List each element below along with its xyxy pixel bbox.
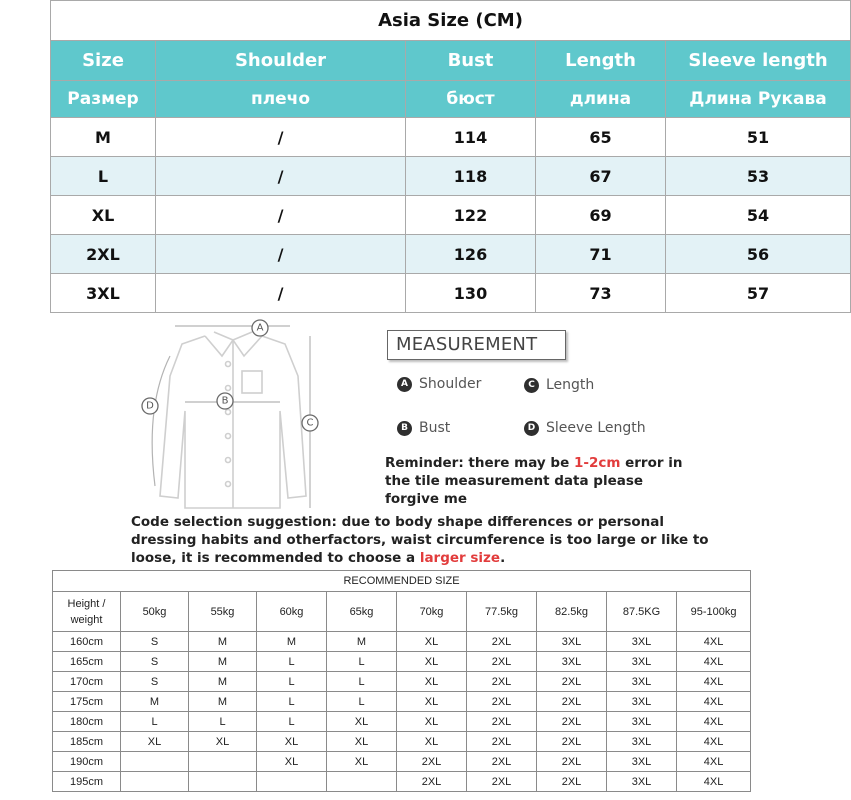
shirt-pocket	[242, 371, 262, 393]
size-table-title: Asia Size (CM)	[51, 1, 851, 41]
recommended-size-cell: L	[121, 712, 189, 732]
size-table-header-ru	[51, 81, 851, 118]
bust-cell: 114	[406, 118, 536, 157]
recommended-title: RECOMMENDED SIZE	[53, 571, 751, 592]
recommended-size-cell: 2XL	[537, 692, 607, 712]
recommended-size-cell: 2XL	[397, 772, 467, 792]
recommended-size-cell: 2XL	[537, 772, 607, 792]
recommended-row	[53, 692, 751, 712]
size-row-3xl	[51, 274, 851, 313]
svg-text:D: D	[146, 400, 154, 412]
recommended-body	[53, 632, 751, 792]
dimension-d-line	[152, 356, 170, 486]
header-length-ru: длина	[536, 81, 666, 118]
height-weight-corner: Height / weight	[53, 592, 121, 632]
recommended-size-cell: 2XL	[467, 652, 537, 672]
header-size-ru: Размер	[51, 81, 156, 118]
recommended-row	[53, 712, 751, 732]
shoulder-cell: /	[156, 235, 406, 274]
recommended-size-cell: L	[257, 672, 327, 692]
recommended-row	[53, 652, 751, 672]
sleeve-cell: 57	[666, 274, 851, 313]
recommended-size-cell: XL	[257, 752, 327, 772]
recommended-size-cell: M	[189, 652, 257, 672]
height-cell: 185cm	[53, 732, 121, 752]
recommended-size-cell: 4XL	[677, 732, 751, 752]
recommended-size-cell: XL	[397, 732, 467, 752]
recommended-size-cell: M	[189, 632, 257, 652]
marker-c-icon	[302, 415, 318, 431]
weight-header: 65kg	[327, 592, 397, 632]
recommended-size-cell: L	[257, 712, 327, 732]
recommended-size-cell: 3XL	[607, 692, 677, 712]
recommended-size-cell: 2XL	[467, 692, 537, 712]
measurement-title: MEASUREMENT	[387, 330, 566, 360]
length-cell: 67	[536, 157, 666, 196]
legend-shoulder	[397, 376, 481, 392]
size-cell: L	[51, 157, 156, 196]
recommended-size-cell: 4XL	[677, 692, 751, 712]
recommended-size-cell: L	[327, 672, 397, 692]
recommended-size-cell: 2XL	[467, 772, 537, 792]
marker-a-icon	[252, 320, 268, 336]
recommended-size-cell: 4XL	[677, 672, 751, 692]
sleeve-cell: 56	[666, 235, 851, 274]
length-cell: 71	[536, 235, 666, 274]
legend-c-icon: C	[524, 378, 539, 393]
recommended-size-cell: 2XL	[467, 672, 537, 692]
recommended-size-cell: 3XL	[537, 652, 607, 672]
recommended-size-cell: L	[327, 652, 397, 672]
recommended-size-cell: 4XL	[677, 772, 751, 792]
height-cell: 170cm	[53, 672, 121, 692]
recommended-size-cell: 3XL	[607, 652, 677, 672]
recommended-size-cell: XL	[397, 632, 467, 652]
size-cell: M	[51, 118, 156, 157]
height-cell: 175cm	[53, 692, 121, 712]
recommended-size-cell: 3XL	[607, 672, 677, 692]
weight-header: 77.5kg	[467, 592, 537, 632]
weight-header: 55kg	[189, 592, 257, 632]
shoulder-cell: /	[156, 118, 406, 157]
recommended-size-cell: 4XL	[677, 632, 751, 652]
recommended-size-cell: XL	[397, 712, 467, 732]
recommended-row	[53, 772, 751, 792]
recommended-size-cell: 2XL	[537, 732, 607, 752]
recommended-size-cell	[121, 772, 189, 792]
recommended-size-cell: XL	[397, 652, 467, 672]
recommended-size-cell: 2XL	[467, 752, 537, 772]
bust-cell: 126	[406, 235, 536, 274]
shoulder-cell: /	[156, 196, 406, 235]
recommended-size-cell: XL	[397, 692, 467, 712]
recommended-row	[53, 672, 751, 692]
advice-highlight: larger size	[419, 550, 501, 566]
header-sleeve-length-ru: Длина Рукава	[666, 81, 851, 118]
recommended-size-cell: 2XL	[467, 732, 537, 752]
weight-header: 87.5KG	[607, 592, 677, 632]
weight-header: 50kg	[121, 592, 189, 632]
legend-length	[524, 377, 594, 393]
svg-text:C: C	[306, 417, 314, 429]
recommended-size-cell: L	[327, 692, 397, 712]
recommended-size-cell: XL	[121, 732, 189, 752]
bust-cell: 122	[406, 196, 536, 235]
sleeve-cell: 53	[666, 157, 851, 196]
recommended-size-cell: 3XL	[607, 752, 677, 772]
recommended-row	[53, 752, 751, 772]
recommended-size-cell: 2XL	[537, 712, 607, 732]
recommended-row	[53, 732, 751, 752]
size-row-2xl	[51, 235, 851, 274]
recommended-size-cell: 3XL	[607, 712, 677, 732]
legend-bust	[397, 420, 450, 436]
recommended-size-cell	[189, 772, 257, 792]
legend-label: Bust	[419, 420, 451, 436]
header-size: Size	[51, 41, 156, 81]
recommended-size-cell: S	[121, 652, 189, 672]
recommended-size-cell: 2XL	[537, 752, 607, 772]
size-row-xl	[51, 196, 851, 235]
header-sleeve-length: Sleeve length	[666, 41, 851, 81]
bust-cell: 130	[406, 274, 536, 313]
height-cell: 160cm	[53, 632, 121, 652]
legend-label: Shoulder	[419, 376, 482, 392]
header-bust: Bust	[406, 41, 536, 81]
marker-b-icon	[217, 393, 233, 409]
length-cell: 69	[536, 196, 666, 235]
length-cell: 65	[536, 118, 666, 157]
recommended-size-cell: M	[189, 672, 257, 692]
recommended-header-row	[53, 592, 751, 632]
recommended-size-cell: XL	[397, 672, 467, 692]
shirt-buttons	[226, 362, 231, 487]
asia-size-table	[50, 0, 851, 313]
weight-header: 95-100kg	[677, 592, 751, 632]
recommended-size-cell: 3XL	[607, 632, 677, 652]
size-table-header-en	[51, 41, 851, 81]
legend-d-icon: D	[524, 421, 539, 436]
size-advice-text: Code selection suggestion: due to body shape differences or personal dressing habits and otherfactors, waist circumference is too large or like to loose, it is recommended to choose a larger size.	[131, 514, 709, 566]
recommended-size-cell: 2XL	[397, 752, 467, 772]
weight-header: 70kg	[397, 592, 467, 632]
svg-text:A: A	[256, 322, 264, 334]
size-cell: 3XL	[51, 274, 156, 313]
recommended-size-cell	[121, 752, 189, 772]
length-cell: 73	[536, 274, 666, 313]
recommended-size-cell: M	[189, 692, 257, 712]
size-cell: 2XL	[51, 235, 156, 274]
recommended-size-cell: 2XL	[537, 672, 607, 692]
svg-text:B: B	[221, 395, 229, 407]
header-shoulder-ru: плечо	[156, 81, 406, 118]
recommended-size-cell	[327, 772, 397, 792]
recommended-size-cell: 4XL	[677, 652, 751, 672]
recommended-size-cell: 3XL	[537, 632, 607, 652]
height-cell: 165cm	[53, 652, 121, 672]
recommended-size-cell: M	[327, 632, 397, 652]
reminder-highlight: 1-2cm	[573, 455, 621, 471]
recommended-size-cell: L	[257, 692, 327, 712]
recommended-size-cell: M	[257, 632, 327, 652]
weight-header: 60kg	[257, 592, 327, 632]
shirt-measurement-diagram	[130, 316, 340, 516]
recommended-size-cell: 2XL	[467, 632, 537, 652]
recommended-row	[53, 632, 751, 652]
legend-label: Length	[546, 377, 595, 393]
size-row-m	[51, 118, 851, 157]
recommended-size-cell: 4XL	[677, 712, 751, 732]
recommended-size-cell: 3XL	[607, 732, 677, 752]
recommended-size-cell: L	[257, 652, 327, 672]
recommended-size-cell: S	[121, 632, 189, 652]
recommended-size-cell	[257, 772, 327, 792]
recommended-size-cell: 2XL	[467, 712, 537, 732]
size-row-l	[51, 157, 851, 196]
recommended-size-cell: 4XL	[677, 752, 751, 772]
bust-cell: 118	[406, 157, 536, 196]
recommended-size-cell: XL	[327, 712, 397, 732]
header-bust-ru: бюст	[406, 81, 536, 118]
header-shoulder: Shoulder	[156, 41, 406, 81]
recommended-size-cell: XL	[327, 752, 397, 772]
recommended-size-cell: XL	[327, 732, 397, 752]
recommended-size-cell: XL	[257, 732, 327, 752]
sleeve-cell: 54	[666, 196, 851, 235]
recommended-size-cell: 3XL	[607, 772, 677, 792]
recommended-size-cell	[189, 752, 257, 772]
weight-header: 82.5kg	[537, 592, 607, 632]
height-cell: 180cm	[53, 712, 121, 732]
height-cell: 195cm	[53, 772, 121, 792]
shoulder-cell: /	[156, 157, 406, 196]
shoulder-cell: /	[156, 274, 406, 313]
recommended-size-cell: M	[121, 692, 189, 712]
legend-label: Sleeve Length	[546, 420, 646, 436]
recommended-size-cell: XL	[189, 732, 257, 752]
recommended-size-cell: S	[121, 672, 189, 692]
header-length: Length	[536, 41, 666, 81]
sleeve-cell: 51	[666, 118, 851, 157]
legend-a-icon: A	[397, 377, 412, 392]
legend-b-icon: B	[397, 421, 412, 436]
legend-sleeve-length	[524, 420, 646, 436]
recommended-size-table	[52, 570, 751, 792]
reminder-text: Reminder: there may be 1-2cm error in the tile measurement data please forgive me	[385, 455, 683, 507]
marker-d-icon	[142, 398, 158, 414]
recommended-size-cell: L	[189, 712, 257, 732]
size-cell: XL	[51, 196, 156, 235]
height-cell: 190cm	[53, 752, 121, 772]
